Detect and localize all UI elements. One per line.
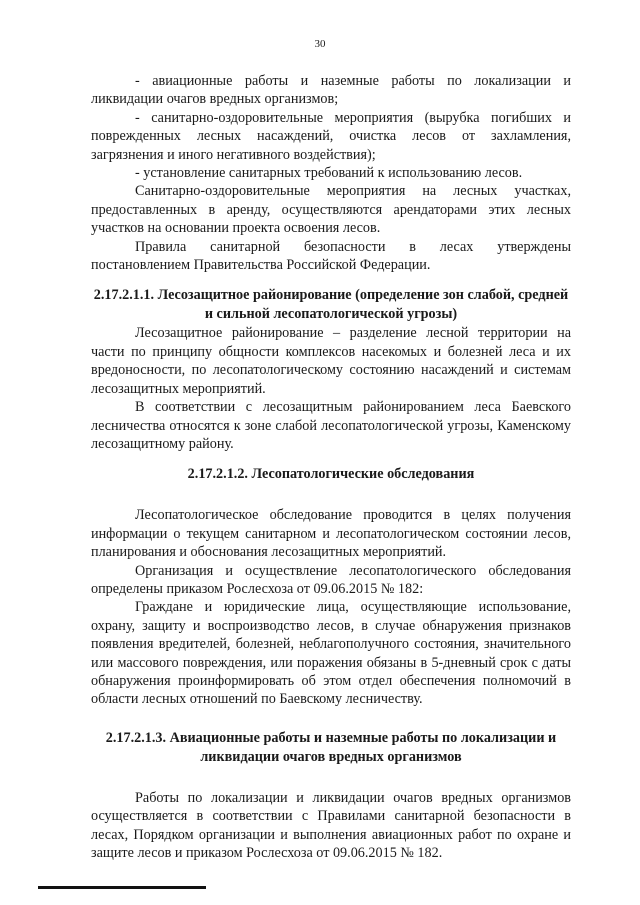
paragraph-survey-purpose: Лесопатологическое обследование проводится в целях получения информации о текущем санитарном и лесопатологическом состоянии лесов, планирования и обоснования лесозащитных мероприятий. [91, 507, 571, 561]
list-item: - санитарно-оздоровительные мероприятия (вырубка погибших и поврежденных лесных насаждений, очистка лесов от захламления, загрязнения и иного негативного воздействия); [91, 109, 571, 163]
paragraph-survey-citizens: Граждане и юридические лица, осуществляющие использование, охрану, защиту и воспроизводство лесов, в случае обнаружения признаков появления вредителей, болезней, неблагополучного состояния, значительного или массового повреждения, или поражения обязаны в 5-дневный срок с даты обнаружения проинформировать об этом отдел обеспечения полномочий в области лесных отношений по Баевскому лесничеству. [91, 599, 571, 708]
page-number: 30 [314, 38, 326, 50]
list-item: - установление санитарных требований к использованию лесов. [135, 165, 523, 182]
paragraph-sanitary-rules: Правила санитарной безопасности в лесах утверждены постановлением Правительства Российской Федерации. [91, 238, 571, 274]
section-heading-zoning: 2.17.2.1.1. Лесозащитное районирование (определение зон слабой, средней и сильной лесопатологической угрозы) [93, 287, 569, 323]
paragraph-zoning-baevsky: В соответствии с лесозащитным районированием леса Баевского лесничества относятся к зоне слабой лесопатологической угрозы, Каменскому лесозащитному району. [91, 399, 571, 452]
section-heading-aviation: 2.17.2.1.3. Авиационные работы и наземные работы по локализации и ликвидации очагов вредных организмов [105, 729, 557, 765]
paragraph-aviation-works: Работы по локализации и ликвидации очагов вредных организмов осуществляется в соответствии с Правилами санитарной безопасности в лесах, Порядком организации и выполнения авиационных работ по охране и защите лесов и приказом Рослесхоза от 09.06.2015 № 182. [91, 789, 571, 861]
paragraph-sanitary-measures: Санитарно-оздоровительные мероприятия на лесных участках, предоставленных в аренду, осуществляются арендаторами этих лесных участков на основании проекта освоения лесов. [91, 183, 571, 237]
paragraph-survey-order: Организация и осуществление лесопатологического обследования определены приказом Рослесхоза от 09.06.2015 № 182: [91, 562, 571, 597]
footer-divider [38, 886, 206, 889]
section-heading-surveys: 2.17.2.1.2. Лесопатологические обследования [187, 466, 475, 483]
list-item: - авиационные работы и наземные работы по локализации и ликвидации очагов вредных организмов; [91, 73, 571, 108]
document-body [91, 72, 571, 862]
paragraph-zoning-definition: Лесозащитное районирование – разделение лесной территории на части по принципу общности комплексов насекомых и болезней леса и их вредоносности, по лесопатологическому состоянию насаждений и системам лесозащитных мероприятий. [91, 325, 571, 397]
